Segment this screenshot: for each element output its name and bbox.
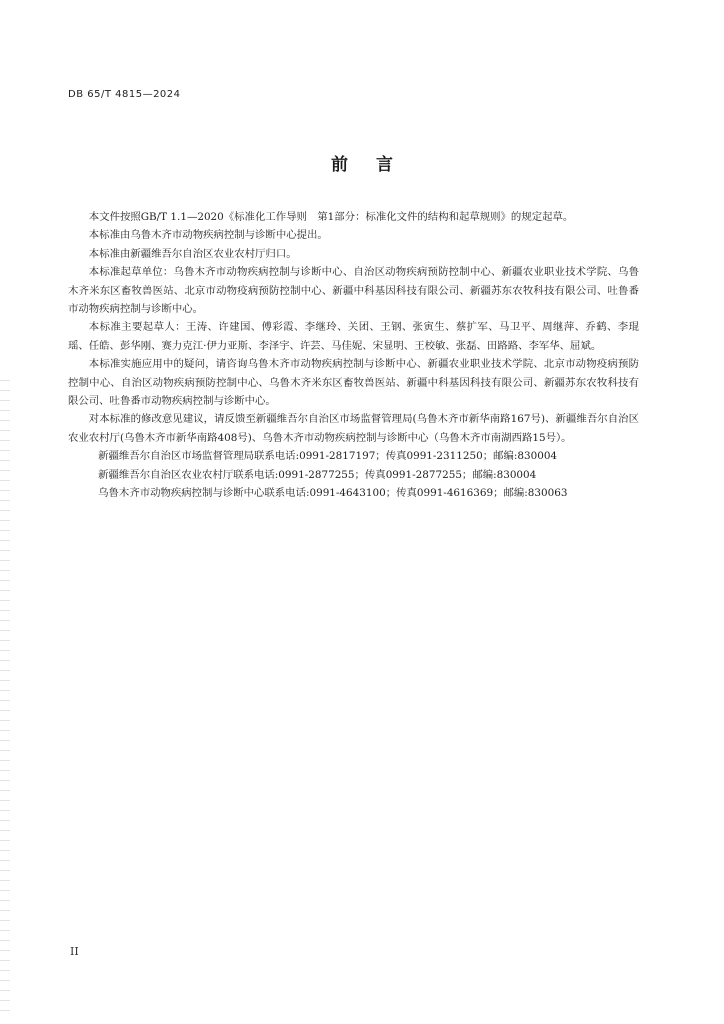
foreword-body <box>68 208 639 503</box>
paragraph-administrator: 本标准由新疆维吾尔自治区农业农村厅归口。 <box>88 247 297 260</box>
scan-edge-marks <box>0 380 10 1020</box>
contact-line: 乌鲁木齐市动物疾病控制与诊断中心联系电话:0991-4643100；传真0991-4616369；邮编:830063 <box>98 487 568 500</box>
standard-code: DB 65/T 4815—2024 <box>68 89 181 100</box>
paragraph-drafters: 本标准主要起草人：王涛、许建国、傅彩霞、李继玲、关团、王钢、张寅生、蔡扩军、马卫平、周继萍、乔鹤、李琨瑶、任皓、彭华刚、赛力克江·伊力亚斯、李泽宇、许芸、马佳妮、宋显明、王校敏、张磊、田路路、李军华、屈斌。 <box>68 321 639 352</box>
paragraph-inquiries: 本标准实施应用中的疑问，请咨询乌鲁木齐市动物疾病控制与诊断中心、新疆农业职业技术学院、北京市动物疫病预防控制中心、自治区动物疾病预防控制中心、乌鲁木齐米东区畜牧兽医站、新疆中科基因科技有限公司、新疆苏东农牧科技有限公司、吐鲁番市动物疾病控制与诊断中心。 <box>68 358 639 408</box>
paragraph-feedback: 对本标准的修改意见建议，请反馈至新疆维吾尔自治区市场监督管理局(乌鲁木齐市新华南路167号)、新疆维吾尔自治区农业农村厅(乌鲁木齐市新华南路408号)、乌鲁木齐市动物疾病控制与诊断中心（乌鲁木齐市南湖西路15号）。 <box>68 413 639 444</box>
contact-line: 新疆维吾尔自治区市场监督管理局联系电话:0991-2817197；传真0991-2311250；邮编:830004 <box>98 450 558 463</box>
contact-line: 新疆维吾尔自治区农业农村厅联系电话:0991-2877255；传真0991-2877255；邮编:830004 <box>98 468 537 481</box>
page-title: 前言 <box>331 155 421 175</box>
paragraph-drafting-rules: 本文件按照GB/T 1.1—2020《标准化工作导则 第1部分：标准化文件的结构和起草规则》的规定起草。 <box>88 211 574 223</box>
paragraph-proposer: 本标准由乌鲁木齐市动物疾病控制与诊断中心提出。 <box>88 229 328 242</box>
page-number: II <box>70 945 79 958</box>
paragraph-drafting-units: 本标准起草单位：乌鲁木齐市动物疾病控制与诊断中心、自治区动物疾病预防控制中心、新疆农业职业技术学院、乌鲁木齐米东区畜牧兽医站、北京市动物疫病预防控制中心、新疆中科基因科技有限公司、新疆苏东农牧科技有限公司、吐鲁番市动物疾病控制与诊断中心。 <box>68 266 639 316</box>
